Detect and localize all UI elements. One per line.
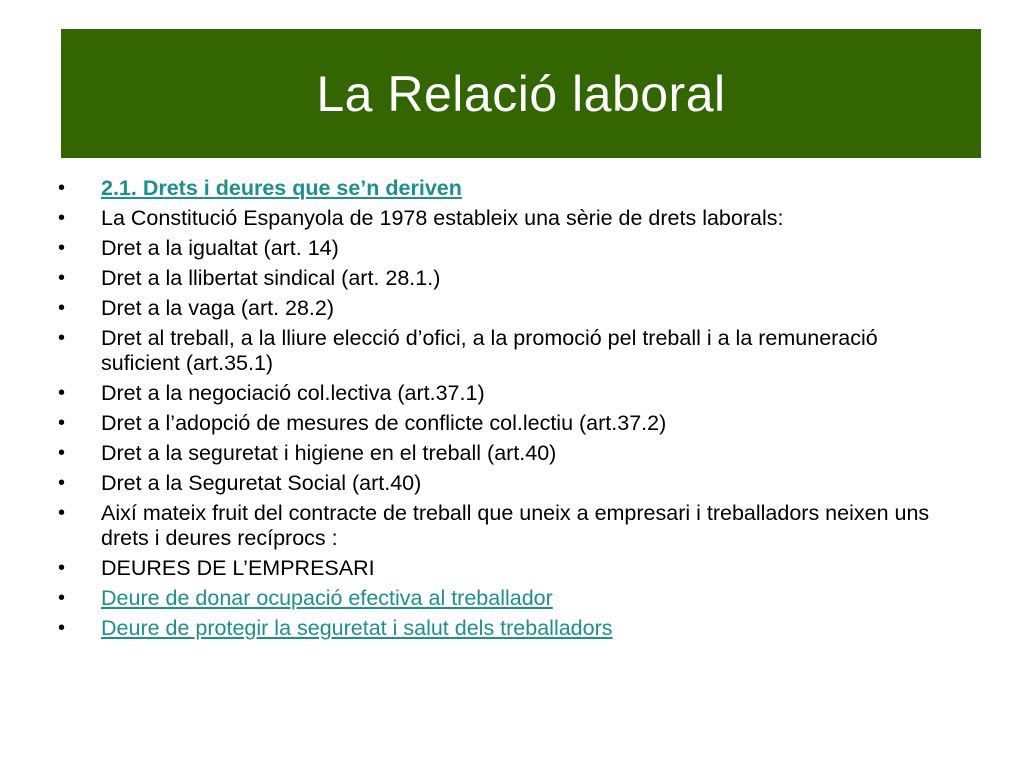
bullet-item-reciprocal-rights [58,501,958,551]
bullet-icon: • [58,617,66,639]
bullet-icon: • [58,327,66,349]
bullet-text: Dret a la negociació col.lectiva (art.37.1) [101,381,485,405]
bullet-icon: • [58,442,66,464]
bullet-item-constitution [58,206,958,231]
bullet-item-employer-duties [58,556,958,581]
bullet-list [58,176,958,646]
bullet-item-safety-hygiene [58,441,958,466]
bullet-item-collective-conflict [58,411,958,436]
bullet-text: Dret a la igualtat (art. 14) [101,236,339,260]
bullet-item-work [58,326,958,376]
bullet-icon: • [58,207,66,229]
bullet-item-equality [58,236,958,261]
bullet-text: Dret a la vaga (art. 28.2) [101,296,335,320]
effective-employment-link[interactable]: Deure de donar ocupació efectiva al treballador [101,586,553,610]
bullet-icon: • [58,557,66,579]
bullet-text: La Constitució Espanyola de 1978 estableix una sèrie de drets laborals: [101,206,784,230]
bullet-icon: • [58,177,66,199]
bullet-text: Dret a la seguretat i higiene en el treball (art.40) [101,441,557,465]
bullet-icon: • [58,297,66,319]
bullet-icon: • [58,267,66,289]
bullet-item-social-security [58,471,958,496]
bullet-item-effective-employment [58,586,958,611]
bullet-text: Dret a la Seguretat Social (art.40) [101,471,422,495]
worker-safety-link[interactable]: Deure de protegir la seguretat i salut dels treballadors [101,616,613,640]
bullet-icon: • [58,502,66,524]
bullet-text: DEURES DE L’EMPRESARI [101,556,375,580]
bullet-item-union-freedom [58,266,958,291]
bullet-text: Així mateix fruit del contracte de treball que uneix a empresari i treballadors neixen uns drets i deures recíprocs : [101,501,930,550]
section-heading-link[interactable]: 2.1. Drets i deures que se’n deriven [101,176,462,200]
bullet-item-collective-bargaining [58,381,958,406]
bullet-item-strike [58,296,958,321]
bullet-icon: • [58,237,66,259]
bullet-text: Dret a la llibertat sindical (art. 28.1.) [101,266,441,290]
bullet-text: Dret al treball, a la lliure elecció d’ofici, a la promoció pel treball i a la remuneració suficient (art.35.1) [101,326,878,375]
bullet-icon: • [58,472,66,494]
bullet-icon: • [58,587,66,609]
slide-title: La Relació laboral [316,65,726,122]
bullet-icon: • [58,412,66,434]
bullet-text: Dret a l’adopció de mesures de conflicte col.lectiu (art.37.2) [101,411,667,435]
bullet-icon: • [58,382,66,404]
title-bar [61,29,981,158]
bullet-item-section-heading [58,176,958,201]
bullet-item-worker-safety [58,616,958,641]
